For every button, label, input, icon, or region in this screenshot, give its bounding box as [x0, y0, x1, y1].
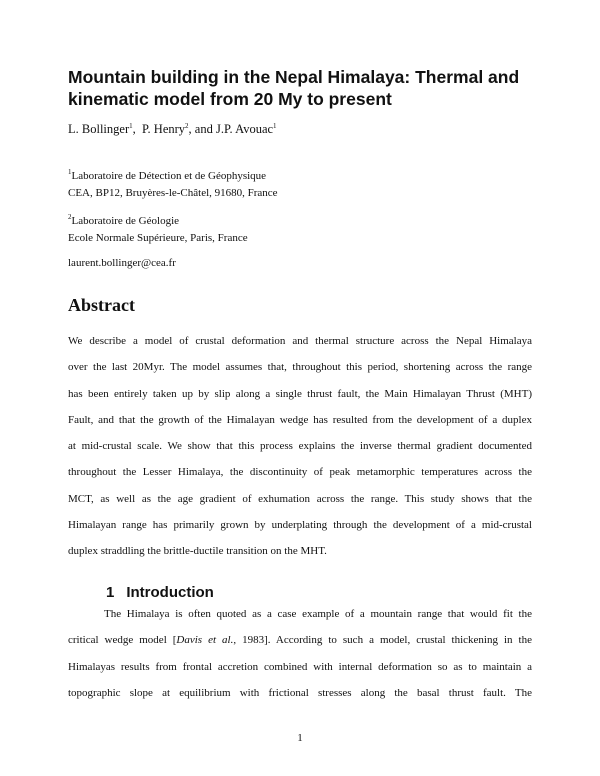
abstract-line: duplex straddling the brittle-ductile transition on the MHT. [68, 545, 327, 558]
affiliation-marker: 1 [273, 122, 277, 130]
abstract-line: at mid-crustal scale. We show that this process explains the inverse thermal gradient documented [68, 440, 532, 453]
section-number: 1 [106, 584, 115, 601]
affiliation-line: Laboratoire de Géologie [71, 215, 180, 227]
paper-title [68, 66, 538, 110]
intro-line: topographic slope at equilibrium with frictional stresses along the basal thrust fault. The [68, 686, 532, 699]
author-name: L. Bollinger [68, 122, 130, 136]
intro-line: Himalayas results from frontal accretion combined with internal deformation so as to maintain a [68, 660, 532, 673]
affiliation-2 [68, 213, 248, 247]
author-separator: , and [188, 122, 216, 136]
abstract-line: throughout the Lesser Himalaya, the discontinuity of peak metamorphic temperatures across the [68, 466, 532, 479]
title-line: Mountain building in the Nepal Himalaya: Thermal and [68, 67, 520, 87]
abstract-line: Fault, and that the growth of the Himalayan wedge has resulted from the development of a duplex [68, 413, 532, 426]
introduction-heading [106, 584, 214, 601]
abstract-line: Himalayan range has primarily grown by underplating through the development of a mid-crustal [68, 519, 532, 532]
intro-text: , 1983]. According to such a model, crustal thickening in the [233, 634, 532, 647]
intro-line: The Himalaya is often quoted as a case example of a mountain range that would fit the [104, 608, 532, 620]
section-title: Introduction [126, 584, 214, 601]
title-line: kinematic model from 20 My to present [68, 89, 392, 109]
abstract-line: over the last 20Myr. The model assumes that, throughout this period, shortening across the range [68, 361, 532, 374]
intro-line [68, 627, 532, 653]
abstract-heading: Abstract [68, 295, 135, 315]
affiliation-1 [68, 168, 278, 202]
page-number: 1 [297, 732, 303, 744]
affiliation-sup: 2 [68, 213, 72, 221]
introduction-body [68, 601, 532, 706]
abstract-line: We describe a model of crustal deformation and thermal structure across the Nepal Himalaya [68, 335, 532, 347]
author-separator: , [132, 122, 142, 136]
affiliation-sup: 1 [68, 168, 72, 176]
affiliation-line: Laboratoire de Détection et de Géophysique [71, 170, 267, 182]
citation-authors: Davis et al. [176, 634, 234, 647]
abstract-line: has been entirely taken up by slip along a single thrust fault, the Main Himalayan Thrust (MHT) [68, 387, 532, 400]
affiliation-line: CEA, BP12, Bruyères-le-Châtel, 91680, France [68, 187, 278, 199]
affiliation-line: Ecole Normale Supérieure, Paris, France [68, 232, 248, 244]
author-list [68, 122, 277, 137]
affiliation-marker: 1 [129, 122, 133, 130]
abstract-line: MCT, as well as the age gradient of exhumation across the range. This study shows that the [68, 492, 532, 505]
author-email: laurent.bollinger@cea.fr [68, 257, 176, 269]
affiliation-marker: 2 [185, 122, 189, 130]
author-name: J.P. Avouac [215, 122, 274, 136]
author-name: P. Henry [141, 122, 186, 136]
intro-text: critical wedge model [ [68, 634, 177, 647]
abstract-body [68, 328, 532, 565]
